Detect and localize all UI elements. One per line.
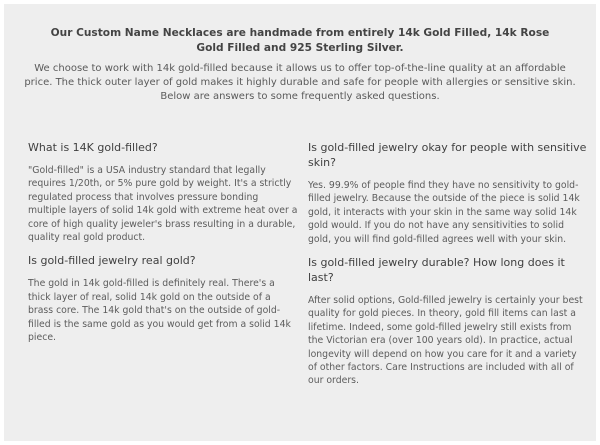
faq-answer: The gold in 14k gold-filled is definitely real. There's a thick layer of real, solid 14k gold on the outside of a brass core. The 14k gold that's on the outside of gold-filled is the same gold as you would get from a solid 14k piece. bbox=[28, 278, 291, 344]
faq-answer: Yes. 99.9% of people find they have no sensitivity to gold-filled jewelry. Because the outside of the piece is solid 14k gold, it interacts with your skin in the same way solid 14k gold would. If you do not have any sensitivities to solid gold, you will find gold-filled agrees well with your skin. bbox=[308, 180, 580, 245]
header-section bbox=[4, 26, 596, 104]
intro-text: We choose to work with 14k gold-filled because it allows us to offer top-of-the-line quality at an affordable price. The thick outer layer of gold makes it highly durable and safe for people with allergies or sensitive skin. Below are answers to some frequently asked questions. bbox=[24, 63, 576, 102]
faq-answer: "Gold-filled" is a USA industry standard that legally requires 1/20th, or 5% pure gold by weight. It's a strictly regulated process that involves pressure bonding multiple layers of solid 14k gold with extreme heat over a core of high quality jeweler's brass resulting in a durable, quality real gold product. bbox=[28, 165, 298, 244]
faq-answer: After solid options, Gold-filled jewelry is certainly your best quality for gold pieces. In theory, gold fill items can last a lifetime. Indeed, some gold-filled jewelry still exists from the Victorian era (over 100 years old). In practice, actual longevity will depend on how you care for it and a variety of other factors. Care Instructions are included with all of our orders. bbox=[308, 295, 583, 387]
headline: Our Custom Name Necklaces are handmade from entirely 14k Gold Filled, 14k Rose Gold Filled and 925 Sterling Silver. bbox=[50, 27, 550, 54]
faq-question: What is 14K gold-filled? bbox=[28, 141, 158, 154]
faq-column-left bbox=[28, 140, 298, 353]
faq-column-right bbox=[308, 140, 588, 397]
faq-card bbox=[4, 4, 596, 441]
faq-question: Is gold-filled jewelry okay for people with sensitive skin? bbox=[308, 141, 587, 169]
faq-question: Is gold-filled jewelry real gold? bbox=[28, 254, 196, 268]
faq-question: Is gold-filled jewelry durable? How long does it last? bbox=[308, 256, 565, 285]
